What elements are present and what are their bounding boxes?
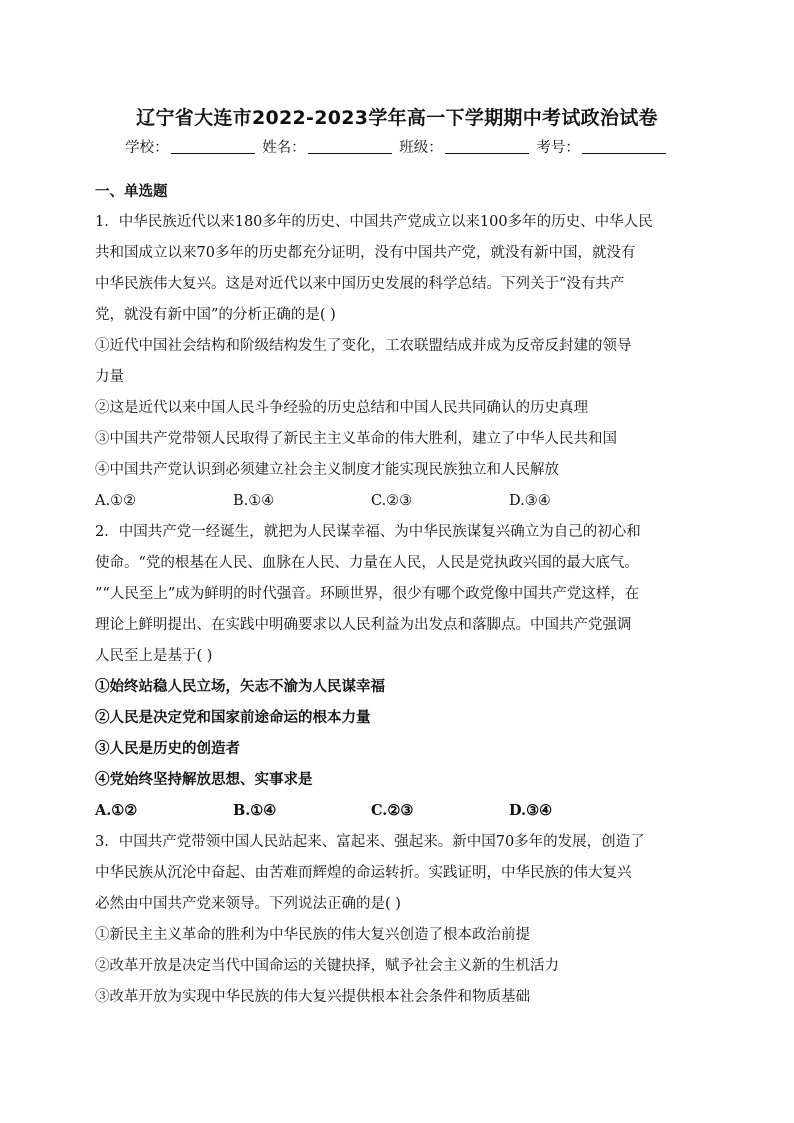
q2-option-b[interactable]: B.①④	[233, 802, 277, 819]
exam-number-label: 考号：	[536, 140, 580, 156]
q1-statement: ②这是近代以来中国人民斗争经验的历史总结和中国人民共同确认的历史真理	[95, 400, 588, 416]
q2-stem-line: 人民至上是基于( )	[95, 648, 213, 664]
name-label: 姓名：	[262, 140, 306, 156]
section-heading: 一、单选题	[95, 184, 168, 200]
student-info-line	[0, 136, 794, 157]
class-blank[interactable]	[445, 139, 529, 154]
q1-statement: ③中国共产党带领人民取得了新民主主义革命的伟大胜利，建立了中华人民共和国	[95, 431, 617, 447]
q1-option-b[interactable]: B.①④	[233, 493, 275, 509]
q3-stem-line: 3．中国共产党带领中国人民站起来、富起来、强起来。新中国70多年的发展，创造了	[95, 834, 645, 850]
q2-statement: ④党始终坚持解放思想、实事求是	[95, 771, 313, 788]
q2-stem-line: 理论上鲜明提出、在实践中明确要求以人民利益为出发点和落脚点。中国共产党强调	[95, 617, 632, 633]
q3-statement: ①新民主主义革命的胜利为中华民族的伟大复兴创造了根本政治前提	[95, 927, 530, 943]
q2-options	[95, 802, 700, 820]
q2-stem-line: 使命。“党的根基在人民、血脉在人民、力量在人民，人民是党执政兴国的最大底气。	[95, 555, 639, 571]
q2-statement: ②人民是决定党和国家前途命运的根本力量	[95, 709, 371, 726]
q1-stem-line: 1．中华民族近代以来180多年的历史、中国共产党成立以来100多年的历史、中华人民	[95, 214, 653, 230]
q1-options	[95, 492, 700, 510]
q2-option-d[interactable]: D.③④	[509, 802, 553, 819]
q1-option-d[interactable]: D.③④	[509, 493, 551, 509]
q2-option-c[interactable]: C.②③	[371, 802, 414, 819]
q2-statement: ①始终站稳人民立场，矢志不渝为人民谋幸福	[95, 678, 385, 695]
school-label: 学校：	[125, 140, 169, 156]
class-label: 班级：	[399, 140, 443, 156]
q2-stem-line: ”“人民至上”成为鲜明的时代强音。环顾世界，很少有哪个政党像中国共产党这样，在	[95, 586, 640, 602]
q1-option-c[interactable]: C.②③	[371, 493, 413, 509]
q3-statement: ②改革开放是决定当代中国命运的关键抉择，赋予社会主义新的生机活力	[95, 958, 559, 974]
q1-stem-line: 共和国成立以来70多年的历史都充分证明，没有中国共产党，就没有新中国，就没有	[95, 245, 636, 261]
q3-stem-line: 必然由中国共产党来领导。下列说法正确的是( )	[95, 896, 401, 912]
q2-option-a[interactable]: A.①②	[95, 802, 138, 819]
q3-statement: ③改革开放为实现中华民族的伟大复兴提供根本社会条件和物质基础	[95, 989, 530, 1005]
exam-title: 辽宁省大连市2022-2023学年高一下学期期中考试政治试卷	[136, 107, 658, 129]
q1-statement: 力量	[95, 369, 124, 385]
q2-statement: ③人民是历史的创造者	[95, 740, 240, 757]
q1-statement: ④中国共产党认识到必须建立社会主义制度才能实现民族独立和人民解放	[95, 462, 559, 478]
exam-number-blank[interactable]	[582, 139, 666, 154]
q3-stem-line: 中华民族从沉沦中奋起、由苦难而辉煌的命运转折。实践证明，中华民族的伟大复兴	[95, 865, 632, 881]
q2-stem-line: 2．中国共产党一经诞生，就把为人民谋幸福、为中华民族谋复兴确立为自己的初心和	[95, 524, 641, 540]
q1-stem-line: 中华民族伟大复兴。这是对近代以来中国历史发展的科学总结。下列关于“没有共产	[95, 276, 625, 292]
school-blank[interactable]	[171, 139, 255, 154]
q1-statement: ①近代中国社会结构和阶级结构发生了变化，工农联盟结成并成为反帝反封建的领导	[95, 338, 632, 354]
name-blank[interactable]	[308, 139, 392, 154]
q1-option-a[interactable]: A.①②	[95, 493, 137, 509]
q1-stem-line: 党，就没有新中国”的分析正确的是( )	[95, 307, 336, 323]
